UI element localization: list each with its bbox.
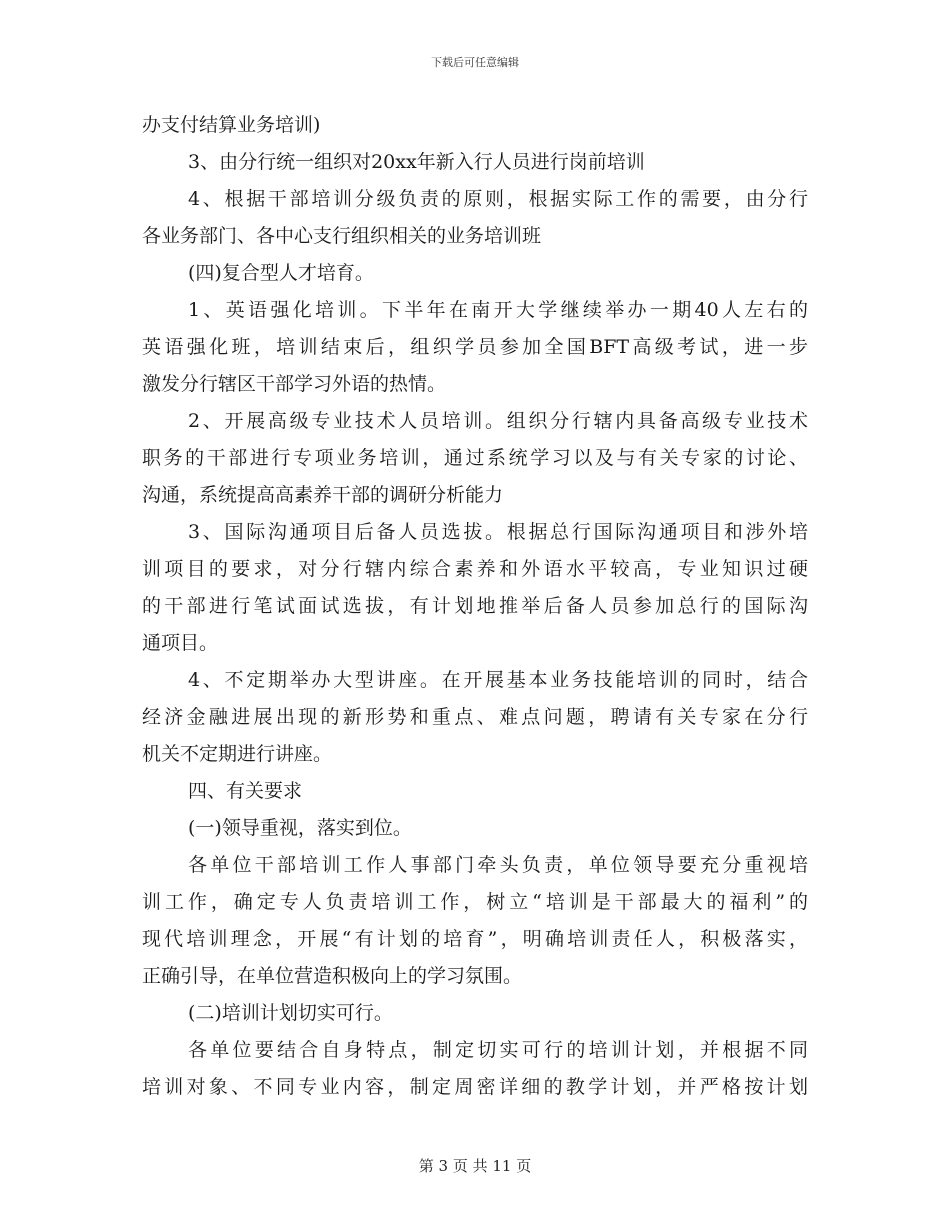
page-header: 下载后可任意编辑 (431, 56, 519, 69)
text-line: 现代培训理念，开展“有计划的培育”，明确培训责任人，积极落实， (142, 928, 808, 950)
text-line: (一)领导重视，落实到位。 (188, 817, 412, 839)
text-line: 3、由分行统一组织对20xx年新入行人员进行岗前培训 (188, 151, 645, 173)
text-line: 培训对象、不同专业内容，制定周密详细的教学计划，并严格按计划 (142, 1076, 808, 1098)
text-line: 训项目的要求，对分行辖内综合素养和外语水平较高，专业知识过硬 (142, 558, 808, 580)
text-line: 4、不定期举办大型讲座。在开展基本业务技能培训的同时，结合 (188, 669, 808, 691)
text-line: 正确引导，在单位营造积极向上的学习氛围。 (142, 965, 523, 987)
text-line: 职务的干部进行专项业务培训，通过系统学习以及与有关专家的讨论、 (142, 447, 808, 469)
text-line: 机关不定期进行讲座。 (142, 743, 333, 765)
text-line: 训工作，确定专人负责培训工作，树立“培训是干部最大的福利”的 (142, 891, 808, 913)
text-line: 各单位干部培训工作人事部门牵头负责，单位领导要充分重视培 (188, 854, 808, 876)
text-line: 通项目。 (142, 632, 219, 654)
text-line: 四、有关要求 (188, 780, 303, 802)
text-line: 英语强化班，培训结束后，组织学员参加全国BFT高级考试，进一步 (142, 336, 808, 358)
text-line: 各单位要结合自身特点，制定切实可行的培训计划，并根据不同 (188, 1039, 808, 1061)
text-line: 1、英语强化培训。下半年在南开大学继续举办一期40人左右的 (188, 299, 808, 321)
text-line: 沟通，系统提高高素养干部的调研分析能力 (142, 484, 504, 506)
text-line: (四)复合型人才培育。 (188, 262, 374, 284)
text-line: 3、国际沟通项目后备人员选拔。根据总行国际沟通项目和涉外培 (188, 521, 808, 543)
text-line: 经济金融进展出现的新形势和重点、难点问题，聘请有关专家在分行 (142, 706, 808, 728)
text-line: 的干部进行笔试面试选拔，有计划地推举后备人员参加总行的国际沟 (142, 595, 808, 617)
document-body (142, 107, 808, 1106)
text-line: 办支付结算业务培训) (142, 114, 321, 136)
text-line: (二)培训计划切实可行。 (188, 1002, 393, 1024)
text-line: 激发分行辖区干部学习外语的热情。 (142, 373, 447, 395)
page-footer: 第 3 页 共 11 页 (418, 1157, 532, 1175)
text-line: 2、开展高级专业技术人员培训。组织分行辖内具备高级专业技术 (188, 410, 808, 432)
text-line: 各业务部门、各中心支行组织相关的业务培训班 (142, 225, 542, 247)
text-line: 4、根据干部培训分级负责的原则，根据实际工作的需要，由分行 (188, 188, 808, 210)
